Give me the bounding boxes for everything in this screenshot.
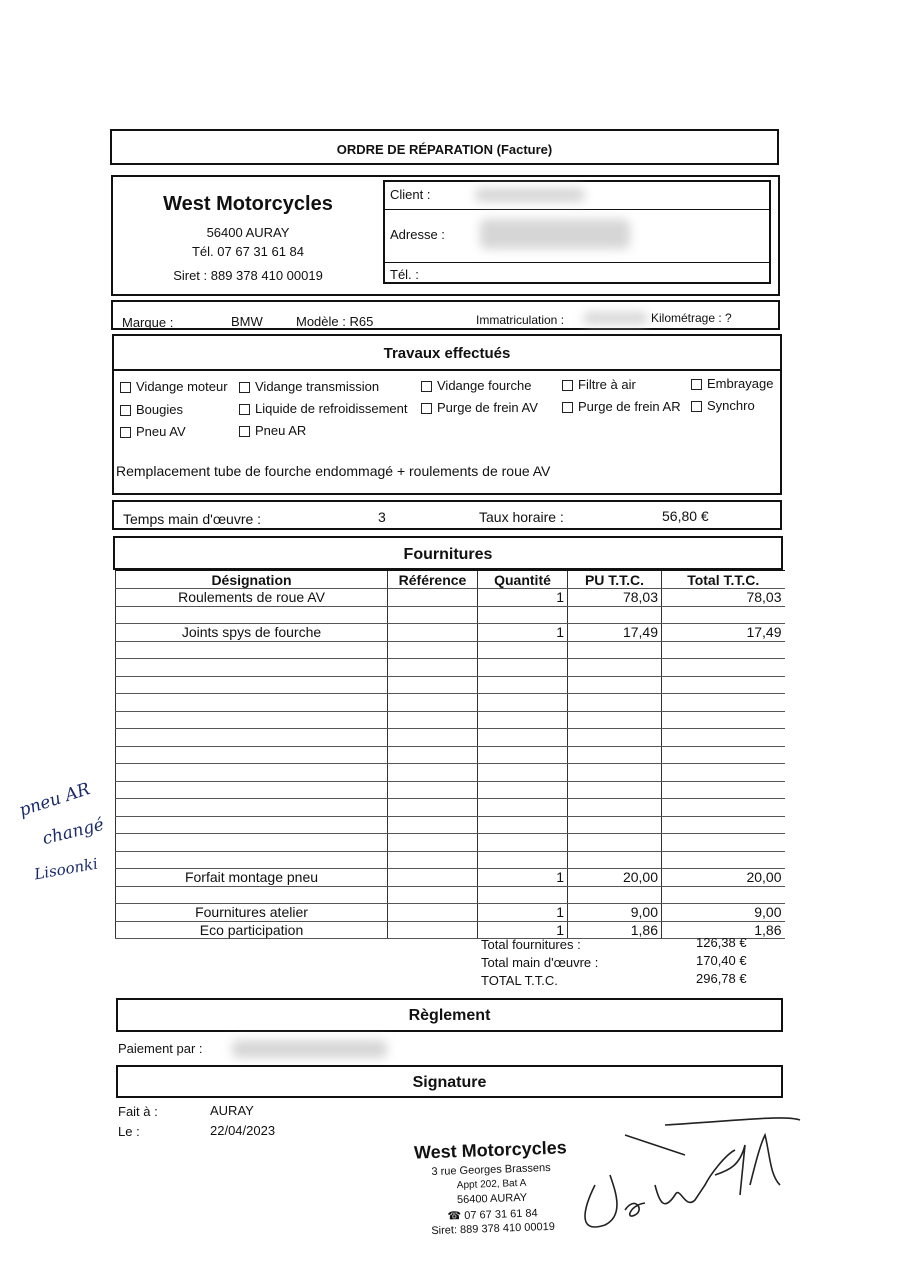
table-row: [116, 624, 785, 642]
title-box: [110, 129, 779, 165]
garage-city: 56400 AURAY: [206, 225, 290, 240]
fournitures-table: [115, 570, 785, 939]
table-row: [116, 589, 785, 607]
table-row: [116, 799, 785, 817]
cell-quantite: 1: [478, 869, 568, 887]
checkbox-icon: [239, 404, 250, 415]
tel-label: Tél. :: [390, 267, 419, 282]
checkbox-icon: [239, 382, 250, 393]
taux-label: Taux horaire :: [479, 509, 564, 525]
table-row: [116, 764, 785, 782]
col-quantite: Quantité: [478, 571, 568, 589]
cell-total: 17,49: [662, 624, 785, 642]
table-row: [116, 711, 785, 729]
check-label: Bougies: [136, 402, 183, 417]
cell-reference: [388, 624, 478, 642]
fait-label: Fait à :: [118, 1104, 158, 1119]
table-header-row: [116, 571, 785, 589]
col-pu: PU T.T.C.: [568, 571, 662, 589]
fournitures-heading: Fournitures: [403, 546, 493, 563]
handwritten-signature: [565, 1115, 805, 1255]
check-label: Filtre à air: [578, 377, 636, 392]
table-row: [116, 834, 785, 852]
marque-value: BMW: [231, 314, 263, 329]
labour-box: [112, 500, 782, 530]
travaux-heading: Travaux effectués: [383, 345, 511, 362]
company-stamp: [400, 1137, 580, 1238]
immat-redacted: [583, 312, 648, 324]
travaux-description: Remplacement tube de fourche endommagé + roulements de roue AV: [116, 463, 551, 479]
fournitures-heading-box: [113, 536, 783, 570]
checkbox-icon: [120, 427, 131, 438]
client-label: Client :: [390, 187, 431, 202]
fait-value: AURAY: [210, 1103, 254, 1118]
checkbox-icon: [691, 401, 702, 412]
check-filtre-air[interactable]: [562, 377, 636, 392]
modele-label: Modèle : R65: [296, 314, 374, 329]
page-title: ORDRE DE RÉPARATION (Facture): [336, 142, 553, 157]
client-name-redacted: [475, 188, 585, 202]
total-ttc-value: 296,78 €: [696, 971, 747, 986]
travaux-header: [114, 336, 780, 371]
check-label: Purge de frein AV: [437, 400, 538, 415]
cell-quantite: 1: [478, 921, 568, 939]
total-fournitures-value: 126,38 €: [696, 935, 747, 950]
address-redacted: [480, 219, 630, 249]
checkbox-icon: [421, 403, 432, 414]
cell-pu: 20,00: [568, 869, 662, 887]
cell-quantite: 1: [478, 904, 568, 922]
cell-pu: 9,00: [568, 904, 662, 922]
stamp-phone: ☎ 07 67 31 61 84: [447, 1207, 538, 1223]
stamp-street: 3 rue Georges Brassens: [431, 1161, 551, 1179]
cell-pu: 78,03: [568, 589, 662, 607]
table-row: [116, 606, 785, 624]
cell-pu: 17,49: [568, 624, 662, 642]
total-main-oeuvre-label: Total main d'œuvre :: [481, 955, 599, 970]
cell-quantite: 1: [478, 589, 568, 607]
check-pneu-ar[interactable]: [239, 423, 306, 438]
le-label: Le :: [118, 1124, 140, 1139]
table-row: [116, 781, 785, 799]
check-vidange-fourche[interactable]: [421, 378, 531, 393]
temps-value: 3: [378, 509, 386, 525]
marque-label: Marque :: [122, 315, 174, 330]
temps-label: Temps main d'œuvre :: [123, 511, 262, 527]
handwritten-note-line3: Lisoonki: [32, 854, 100, 884]
table-row: [116, 904, 785, 922]
signature-box: [116, 1065, 783, 1098]
checkbox-icon: [562, 402, 573, 413]
check-purge-frein-av[interactable]: [421, 400, 538, 415]
paiement-label: Paiement par :: [118, 1041, 203, 1056]
checkbox-icon: [691, 379, 702, 390]
check-vidange-moteur[interactable]: [120, 379, 228, 394]
cell-pu: 1,86: [568, 921, 662, 939]
table-row: [116, 869, 785, 887]
col-designation: Désignation: [116, 571, 388, 589]
col-reference: Référence: [388, 571, 478, 589]
cell-reference: [388, 589, 478, 607]
cell-total: 78,03: [662, 589, 785, 607]
garage-siret: Siret : 889 378 410 00019: [173, 268, 323, 283]
cell-total: 9,00: [662, 904, 785, 922]
table-row: [116, 746, 785, 764]
cell-designation: Forfait montage pneu: [116, 869, 388, 887]
check-bougies[interactable]: [120, 402, 183, 417]
handwritten-note-line2: changé: [40, 814, 106, 850]
check-label: Liquide de refroidissement: [255, 401, 408, 416]
vehicle-box: [111, 300, 780, 330]
stamp-name: West Motorcycles: [413, 1137, 568, 1163]
table-row: [116, 816, 785, 834]
client-row: [385, 182, 769, 210]
table-row: [116, 921, 785, 939]
signature-heading: Signature: [412, 1074, 487, 1091]
check-label: Vidange transmission: [255, 379, 380, 394]
travaux-box: [112, 334, 782, 495]
check-purge-frein-ar[interactable]: [562, 399, 681, 414]
check-label: Synchro: [707, 398, 755, 413]
cell-reference: [388, 869, 478, 887]
table-row: [116, 659, 785, 677]
cell-total: 1,86: [662, 921, 785, 939]
stamp-appt: Appt 202, Bat A: [456, 1177, 527, 1192]
paiement-redacted: [232, 1040, 387, 1058]
handwritten-note-line1: pneu AR: [16, 779, 93, 821]
check-synchro[interactable]: [691, 398, 755, 413]
cell-designation: Eco participation: [116, 921, 388, 939]
checkbox-icon: [239, 426, 250, 437]
client-box: [383, 180, 771, 284]
table-row: [116, 694, 785, 712]
table-row: [116, 641, 785, 659]
check-embrayage[interactable]: [691, 376, 773, 391]
col-total: Total T.T.C.: [662, 571, 785, 589]
garage-phone: Tél. 07 67 31 61 84: [191, 244, 305, 259]
cell-quantite: 1: [478, 624, 568, 642]
check-label: Embrayage: [707, 376, 774, 391]
taux-value: 56,80 €: [662, 508, 709, 524]
cell-designation: Fournitures atelier: [116, 904, 388, 922]
total-main-oeuvre-value: 170,40 €: [696, 953, 747, 968]
stamp-city: 56400 AURAY: [456, 1191, 528, 1207]
cell-total: 20,00: [662, 869, 785, 887]
address-row: [385, 209, 769, 263]
reglement-heading: Règlement: [408, 1007, 491, 1024]
checkbox-icon: [120, 382, 131, 393]
table-row: [116, 676, 785, 694]
check-liquide-refroidissement[interactable]: [239, 401, 407, 416]
table-row: [116, 851, 785, 869]
checkbox-icon: [562, 380, 573, 391]
reglement-box: [116, 998, 783, 1032]
stamp-siret: Siret: 889 378 410 00019: [431, 1220, 556, 1238]
cell-reference: [388, 921, 478, 939]
garage-name: West Motorcycles: [163, 193, 333, 215]
cell-reference: [388, 904, 478, 922]
table-row: [116, 886, 785, 904]
check-label: Pneu AR: [255, 423, 307, 438]
address-label: Adresse :: [390, 227, 445, 242]
km-label: Kilométrage : ?: [651, 311, 732, 325]
check-label: Purge de frein AR: [578, 399, 681, 414]
check-vidange-transmission[interactable]: [239, 379, 379, 394]
immat-label: Immatriculation :: [476, 313, 565, 327]
check-pneu-av[interactable]: [120, 424, 186, 439]
table-row: [116, 729, 785, 747]
cell-designation: Joints spys de fourche: [116, 624, 388, 642]
total-ttc-label: TOTAL T.T.C.: [481, 973, 558, 988]
total-fournitures-label: Total fournitures :: [481, 937, 581, 952]
header-box: [111, 175, 780, 296]
check-label: Vidange moteur: [136, 379, 228, 394]
check-label: Pneu AV: [136, 424, 186, 439]
checkbox-icon: [421, 381, 432, 392]
cell-designation: Roulements de roue AV: [116, 589, 388, 607]
le-value: 22/04/2023: [210, 1123, 276, 1138]
checkbox-icon: [120, 405, 131, 416]
check-label: Vidange fourche: [437, 378, 532, 393]
